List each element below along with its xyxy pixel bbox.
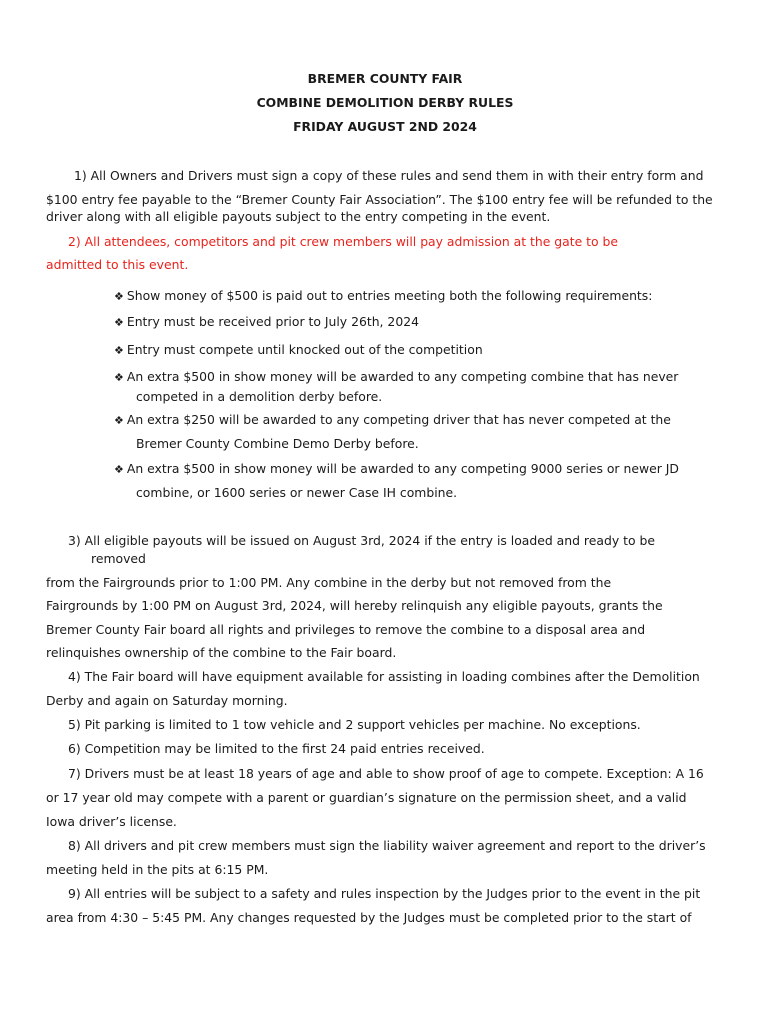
bullet-text: Entry must be received prior to July 26th, 2024 <box>126 314 419 329</box>
bullet-text: Show money of $500 is paid out to entries meeting both the following requirements: <box>126 288 653 303</box>
rule-8-line-1: 8) All drivers and pit crew members must sign the liability waiver agreement and report to the driver’s <box>68 838 706 853</box>
diamond-bullet-icon: ❖ <box>114 371 124 384</box>
rule-3-line-5: Bremer County Fair board all rights and privileges to remove the combine to a disposal area and <box>46 622 646 637</box>
rule-7-line-3: Iowa driver’s license. <box>46 814 177 829</box>
title-rules: COMBINE DEMOLITION DERBY RULES <box>256 95 514 110</box>
rule-9-line-1: 9) All entries will be subject to a safety and rules inspection by the Judges prior to the event in the pit <box>68 886 701 901</box>
bullet-item <box>114 288 652 305</box>
diamond-bullet-icon: ❖ <box>114 414 124 427</box>
rule-7-line-1: 7) Drivers must be at least 18 years of age and able to show proof of age to compete. Exception: A 16 <box>68 766 704 781</box>
rule-1-line-2: $100 entry fee payable to the “Bremer County Fair Association”. The $100 entry fee will be refunded to the <box>46 192 713 207</box>
bullet-text: Entry must compete until knocked out of the competition <box>126 342 483 357</box>
rule-3-line-6: relinquishes ownership of the combine to the Fair board. <box>46 645 397 660</box>
bullet-item <box>114 314 419 331</box>
rule-3-line-3: from the Fairgrounds prior to 1:00 PM. Any combine in the derby but not removed from the <box>46 575 612 590</box>
bullet-text: An extra $500 in show money will be awarded to any competing combine that has never <box>126 369 679 384</box>
bullet-item <box>114 369 678 386</box>
rule-4-line-2: Derby and again on Saturday morning. <box>46 693 288 708</box>
rule-2-line-1: 2) All attendees, competitors and pit crew members will pay admission at the gate to be <box>68 234 619 249</box>
rule-3-line-2: removed <box>91 551 146 566</box>
rule-2-line-2: admitted to this event. <box>46 257 189 272</box>
bullet-item <box>114 342 483 359</box>
bullet-item <box>114 461 679 478</box>
diamond-bullet-icon: ❖ <box>114 344 124 357</box>
diamond-bullet-icon: ❖ <box>114 290 124 303</box>
bullet-text: An extra $500 in show money will be awarded to any competing 9000 series or newer JD <box>126 461 679 476</box>
bullet-text-continued: competed in a demolition derby before. <box>136 389 383 404</box>
rule-7-line-2: or 17 year old may compete with a parent or guardian’s signature on the permission sheet, and a valid <box>46 790 687 805</box>
title-fair: BREMER COUNTY FAIR <box>307 71 463 86</box>
bullet-text: An extra $250 will be awarded to any competing driver that has never competed at the <box>126 412 671 427</box>
bullet-text-continued: Bremer County Combine Demo Derby before. <box>136 436 419 451</box>
rule-8-line-2: meeting held in the pits at 6:15 PM. <box>46 862 269 877</box>
rule-1-line-1: 1) All Owners and Drivers must sign a copy of these rules and send them in with their entry form and <box>74 168 704 183</box>
rule-4-line-1: 4) The Fair board will have equipment available for assisting in loading combines after the Demolition <box>68 669 700 684</box>
rule-6: 6) Competition may be limited to the first 24 paid entries received. <box>68 741 485 756</box>
diamond-bullet-icon: ❖ <box>114 316 124 329</box>
rule-1-line-3: driver along with all eligible payouts subject to the entry competing in the event. <box>46 209 551 224</box>
rule-9-line-2: area from 4:30 – 5:45 PM. Any changes requested by the Judges must be completed prior to the start of <box>46 910 692 925</box>
rule-5: 5) Pit parking is limited to 1 tow vehicle and 2 support vehicles per machine. No exceptions. <box>68 717 641 732</box>
diamond-bullet-icon: ❖ <box>114 463 124 476</box>
bullet-item <box>114 412 671 429</box>
rule-3-line-4: Fairgrounds by 1:00 PM on August 3rd, 2024, will hereby relinquish any eligible payouts, grants the <box>46 598 663 613</box>
bullet-text-continued: combine, or 1600 series or newer Case IH combine. <box>136 485 458 500</box>
title-date: FRIDAY AUGUST 2ND 2024 <box>293 119 477 134</box>
rule-3-line-1: 3) All eligible payouts will be issued on August 3rd, 2024 if the entry is loaded and ready to be <box>68 533 655 548</box>
